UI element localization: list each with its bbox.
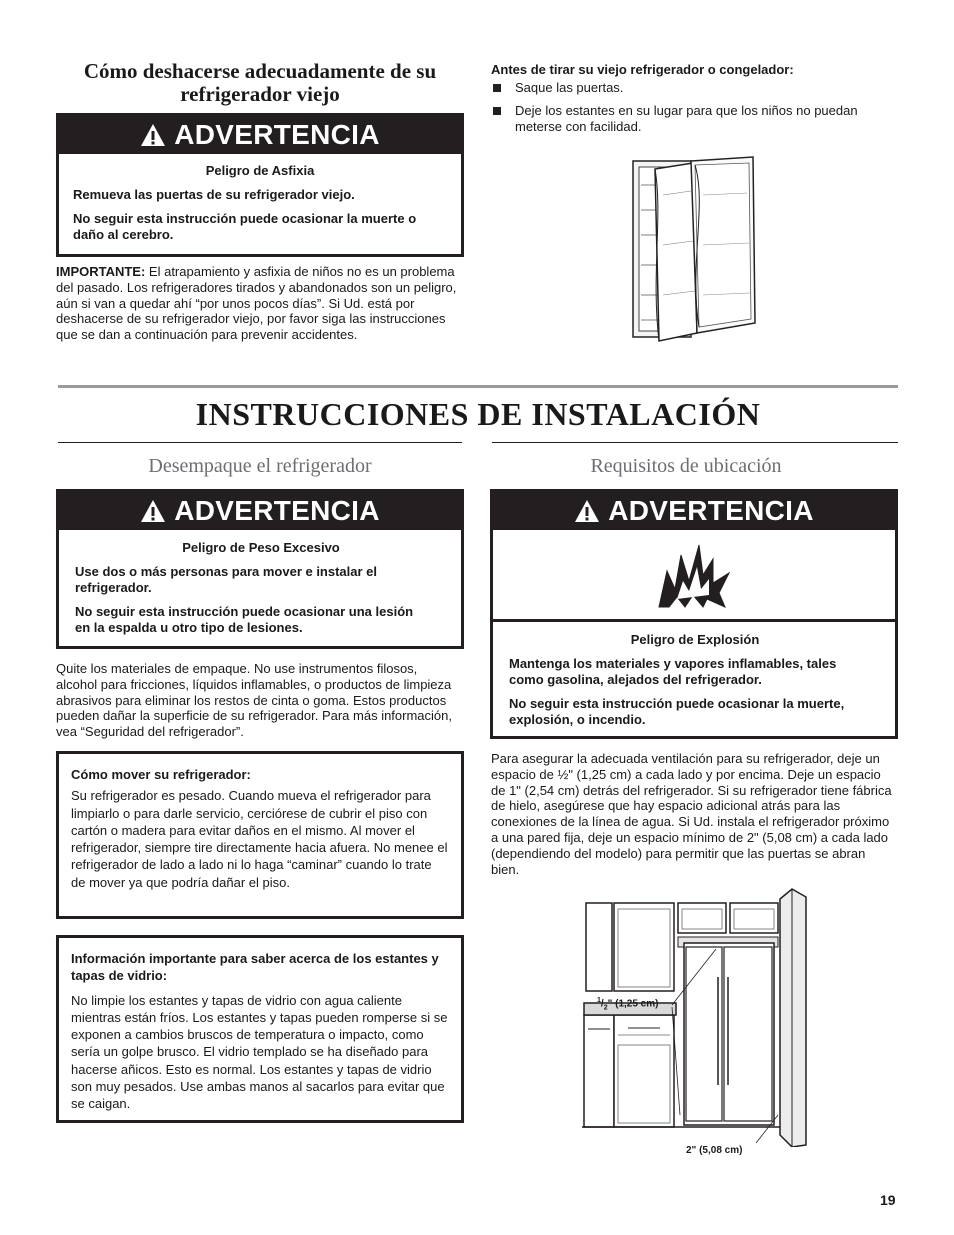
location-section-title: Requisitos de ubicación [590,455,782,477]
warning-header [493,492,895,530]
warning-title: ADVERTENCIA [608,495,814,526]
disposal-heading: Cómo deshacerse adecuadamente de su refrigerador viejo [83,59,437,106]
asphyxia-warning [56,113,464,257]
hazard-label: Peligro de Peso Excesivo [182,540,340,555]
before-discard-heading: Antes de tirar su viejo refrigerador o congelador: [491,62,794,77]
installation-clearance-illustration [580,885,810,1147]
box-heading: Cómo mover su refrigerador: [71,767,251,782]
warning-instruction: Mantenga los materiales y vapores inflamables, tales como gasolina, alejados del refrigerador. [509,656,837,687]
warning-title: ADVERTENCIA [174,119,380,150]
explosion-warning [490,489,898,739]
warning-title: ADVERTENCIA [174,495,380,526]
refrigerator-doors-removed-illustration [625,155,775,345]
glass-shelves-box [56,935,464,1123]
location-paragraph: Para asegurar la adecuada ventilación para su refrigerador, deje un espacio de ½" (1,25 cm) a cada lado y por encima. Deje un espacio de 1" (2,54 cm) detrás del refrigerador. Si su refrigerador tiene fábrica de hielo, asegúrese que hay espacio adicional atrás para las conexiones de la línea de agua. Si Ud. instala el refrigerador próximo a una pared fija, deje un espacio mínimo de 2" (5,08 cm) a cada lado (dependiendo del modelo) para permitir que las puertas se abran bien. [491,751,892,877]
hazard-label: Peligro de Explosión [630,632,760,647]
important-paragraph [56,264,462,343]
unpack-paragraph: Quite los materiales de empaque. No use instrumentos filosos, alcohol para fricciones, líquidos inflamables, o productos de limpieza abrasivos para eliminar los restos de cinta o goma. Estos productos pueden dañar la superficie de su refrigerador. Para más información, vea “Seguridad del refrigerador”. [56,661,452,740]
important-text: El atrapamiento y asfixia de niños no es un problema del pasado. Los refrigeradores tirados y abandonados son un peligro, aún si van a quedar ahí “por unos pocos días”. Si Ud. está por deshacerse de su refrigerador viejo, por favor siga las instrucciones que se dan a continuación para prevenir accidentes. [56,264,457,343]
page-number: 19 [880,1192,896,1208]
warning-instruction: Use dos o más personas para mover e instalar el refrigerador. [75,564,378,595]
unpack-section-title: Desempaque el refrigerador [148,455,372,477]
fraction-numerator: 1 [597,997,601,1004]
main-title: INSTRUCCIONES DE INSTALACIÓN [195,396,761,432]
weight-warning [56,489,464,649]
half-inch-clearance-label: $^1/_2$" (1,25 cm) [597,997,659,1012]
warning-header [59,116,461,154]
clearance-measure: " (1,25 cm) [607,998,659,1010]
column-divider-right [492,442,898,443]
warning-consequence: No seguir esta instrucción puede ocasionar la muerte o daño al cerebro. [73,211,417,242]
before-discard-list [491,80,891,141]
fraction-denominator: 2 [603,1004,608,1012]
warning-triangle-icon [574,499,600,523]
list-item: Saque las puertas. [491,80,891,96]
explosion-symbol-panel [493,530,895,622]
moving-refrigerator-box [56,751,464,919]
warning-triangle-icon [140,499,166,523]
section-divider [58,385,898,388]
two-inch-clearance-label: 2" (5,08 cm) [686,1145,743,1156]
explosion-icon [655,541,733,611]
important-label: IMPORTANTE: [56,264,146,279]
warning-consequence: No seguir esta instrucción puede ocasionar una lesión en la espalda u otro tipo de lesiones. [75,604,414,635]
column-divider-left [58,442,462,443]
list-item: Deje los estantes en su lugar para que los niños no puedan meterse con facilidad. [491,103,891,135]
hazard-label: Peligro de Asfixia [205,163,315,178]
warning-triangle-icon [140,123,166,147]
box-heading: Información importante para saber acerca de los estantes y tapas de vidrio: [71,951,439,984]
box-text: Su refrigerador es pesado. Cuando mueva el refrigerador para limpiarlo o para darle servicio, cerciórese de cubrir el piso con cartón o madera para evitar daños en el mismo. Al mover el refrigerador, siempre tire directamente hacia afuera. No menee el refrigerador de lado a lado ni lo haga “caminar” cuando lo trate de mover ya que podría dañar el piso. [71,788,448,890]
warning-consequence: No seguir esta instrucción puede ocasionar la muerte, explosión, o incendio. [509,696,845,727]
warning-header [59,492,461,530]
box-text: No limpie los estantes y tapas de vidrio con agua caliente mientras están fríos. Los estantes y tapas pueden romperse si se exponen a cambios bruscos de temperatura o impacto, como sería un golpe brusco. El vidrio templado se ha diseñado para hacerse añicos. Esto es normal. Los estantes y tapas de vidrio son muy pesados. Use ambas manos al sacarlos para evitar que se caigan. [71,992,448,1112]
warning-instruction: Remueva las puertas de su refrigerador viejo. [73,187,355,202]
